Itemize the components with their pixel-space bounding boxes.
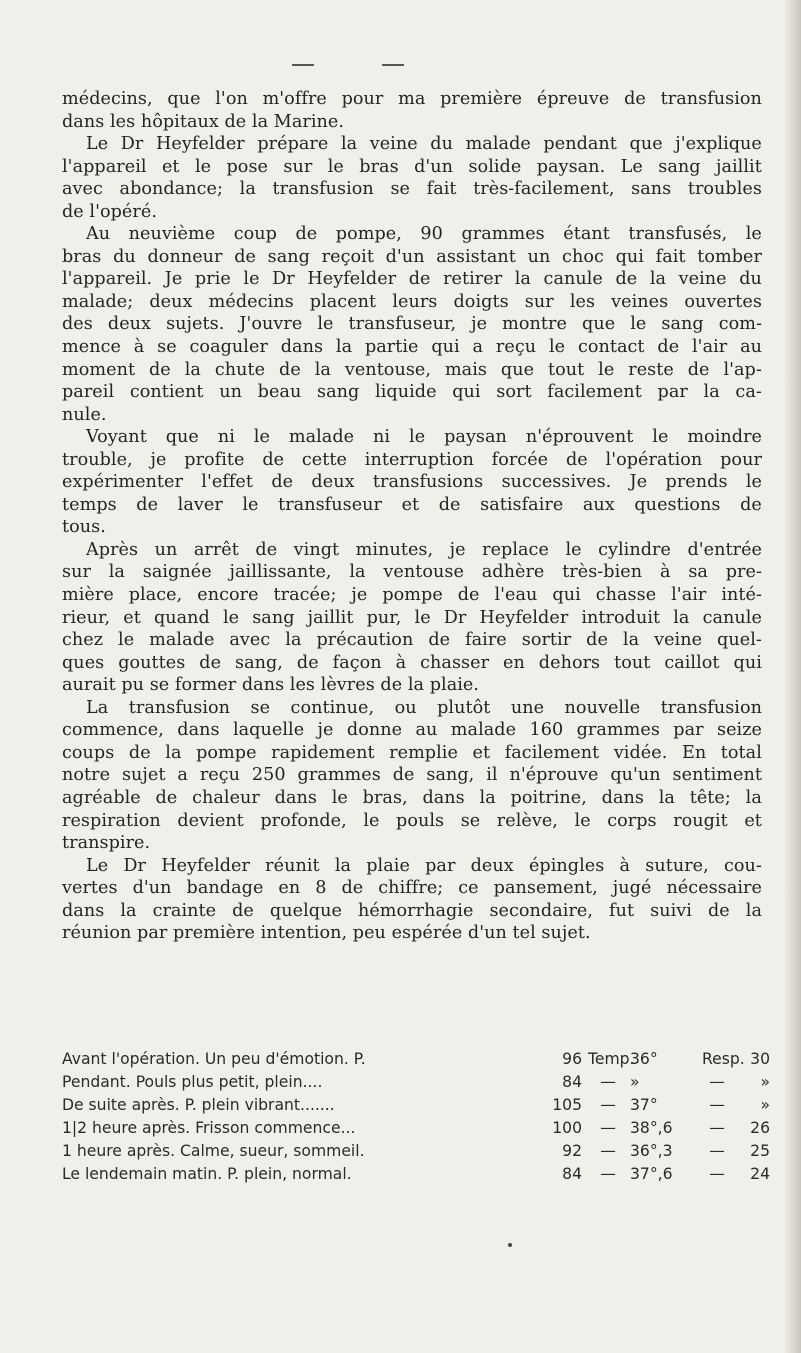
table-row [62, 1163, 770, 1186]
text-line: Le Dr Heyfelder réunit la plaie par deux épingles à suture, cou- [86, 855, 762, 876]
text-line: coups de la pompe rapidement remplie et facilement vidée. En total [62, 742, 762, 763]
ink-speck [508, 1243, 512, 1247]
text-line: moment de la chute de la ventouse, mais que tout le reste de l'ap- [62, 359, 762, 380]
cell-d1: — [600, 1073, 616, 1091]
cell-resp: » [760, 1073, 770, 1091]
cell-d2: — [709, 1096, 725, 1114]
text-line: sur la saignée jaillissante, la ventouse adhère très-bien à sa pre- [62, 562, 762, 583]
cell-d1: — [600, 1119, 616, 1137]
text-line: l'appareil. Je prie le Dr Heyfelder de retirer la canule de la veine du [62, 269, 762, 290]
header-rule-right [382, 64, 404, 66]
text-line: aurait pu se former dans les lèvres de la plaie. [62, 675, 480, 696]
header-rule-left [292, 64, 314, 66]
cell-resp: 25 [750, 1142, 770, 1160]
paragraph [62, 539, 762, 697]
text-line: agréable de chaleur dans le bras, dans la poitrine, dans la tête; la [62, 787, 762, 808]
cell-temp: 38°,6 [630, 1119, 673, 1137]
paragraph [62, 855, 762, 945]
cell-temp: » [630, 1073, 640, 1091]
text-line: La transfusion se continue, ou plutôt une nouvelle transfusion [86, 697, 762, 718]
paragraph [62, 133, 762, 223]
text-line: ques gouttes de sang, de façon à chasser en dehors tout caillot qui [62, 652, 762, 673]
cell-label: 1 heure après. Calme, sueur, sommeil. [62, 1142, 365, 1160]
cell-pulse: 105 [552, 1096, 582, 1114]
cell-label: De suite après. P. plein vibrant....... [62, 1096, 335, 1114]
text-line: de l'opéré. [62, 201, 157, 222]
paragraph [62, 426, 762, 539]
text-line: trouble, je profite de cette interruption forcée de l'opération pour [62, 449, 762, 470]
text-line: avec abondance; la transfusion se fait très-facilement, sans troubles [62, 179, 762, 200]
cell-temp: 36° [630, 1050, 658, 1068]
cell-pulse: 100 [552, 1119, 582, 1137]
cell-d1: — [600, 1165, 616, 1183]
cell-temp: 37° [630, 1096, 658, 1114]
cell-pulse: 92 [562, 1142, 582, 1160]
text-line: l'appareil et le pose sur le bras d'un solide paysan. Le sang jaillit [62, 156, 762, 177]
text-line: dans les hôpitaux de la Marine. [62, 111, 344, 132]
cell-pulse: 96 [562, 1050, 582, 1068]
cell-d1: Temp. [588, 1050, 635, 1068]
cell-d2: — [709, 1073, 725, 1091]
cell-d2: Resp. [702, 1050, 745, 1068]
text-line: mence à se coaguler dans la partie qui a reçu le contact de l'air au [62, 337, 762, 358]
cell-pulse: 84 [562, 1073, 582, 1091]
cell-d2: — [709, 1142, 725, 1160]
text-line: des deux sujets. J'ouvre le transfuseur, je montre que le sang com- [62, 314, 762, 335]
text-line: mière place, encore tracée; je pompe de l'eau qui chasse l'air inté- [62, 585, 762, 606]
text-line: réunion par première intention, peu espérée d'un tel sujet. [62, 923, 591, 944]
vitals-table [62, 1048, 770, 1186]
text-line: rieur, et quand le sang jaillit pur, le Dr Heyfelder introduit la canule [62, 607, 762, 628]
table-row [62, 1094, 770, 1117]
cell-temp: 36°,3 [630, 1142, 673, 1160]
table-row [62, 1048, 770, 1071]
cell-resp: » [760, 1096, 770, 1114]
cell-d2: — [709, 1119, 725, 1137]
text-line: tous. [62, 517, 106, 538]
cell-resp: 26 [750, 1119, 770, 1137]
cell-temp: 37°,6 [630, 1165, 673, 1183]
paragraph [62, 223, 762, 426]
text-line: vertes d'un bandage en 8 de chiffre; ce pansement, jugé nécessaire [62, 878, 762, 899]
text-line: Après un arrêt de vingt minutes, je replace le cylindre d'entrée [86, 539, 762, 560]
cell-label: Pendant. Pouls plus petit, plein.... [62, 1073, 323, 1091]
text-line: temps de laver le transfuseur et de satisfaire aux questions de [62, 494, 762, 515]
text-line: Au neuvième coup de pompe, 90 grammes étant transfusés, le [86, 224, 762, 245]
cell-resp: 30 [750, 1050, 770, 1068]
text-line: pareil contient un beau sang liquide qui sort facilement par la ca- [62, 382, 762, 403]
text-line: bras du donneur de sang reçoit d'un assistant un choc qui fait tomber [62, 246, 762, 267]
text-line: Le Dr Heyfelder prépare la veine du malade pendant que j'explique [86, 134, 762, 155]
table-row [62, 1071, 770, 1094]
text-line: Voyant que ni le malade ni le paysan n'éprouvent le moindre [86, 427, 762, 448]
page-edge-shadow [783, 0, 801, 1353]
text-line: médecins, que l'on m'offre pour ma première épreuve de transfusion [62, 89, 762, 109]
cell-resp: 24 [750, 1165, 770, 1183]
text-line: respiration devient profonde, le pouls se relève, le corps rougit et [62, 810, 762, 831]
paragraph [62, 697, 762, 855]
text-line: commence, dans laquelle je donne au malade 160 grammes par seize [62, 720, 762, 741]
text-line: malade; deux médecins placent leurs doigts sur les veines ouvertes [62, 291, 762, 312]
paragraph [62, 88, 762, 133]
text-line: notre sujet a reçu 250 grammes de sang, il n'éprouve qu'un sentiment [62, 765, 762, 786]
cell-pulse: 84 [562, 1165, 582, 1183]
table-row [62, 1117, 770, 1140]
body-text [62, 88, 762, 945]
text-line: chez le malade avec la précaution de faire sortir de la veine quel- [62, 630, 762, 651]
cell-d1: — [600, 1142, 616, 1160]
cell-d2: — [709, 1165, 725, 1183]
text-line: dans la crainte de quelque hémorrhagie secondaire, fut suivi de la [62, 900, 762, 921]
cell-label: Le lendemain matin. P. plein, normal. [62, 1165, 352, 1183]
cell-d1: — [600, 1096, 616, 1114]
cell-label: Avant l'opération. Un peu d'émotion. P. [62, 1050, 366, 1068]
table-row [62, 1140, 770, 1163]
text-line: expérimenter l'effet de deux transfusions successives. Je prends le [62, 472, 762, 493]
text-line: transpire. [62, 833, 151, 854]
text-line: nule. [62, 404, 107, 425]
cell-label: 1|2 heure après. Frisson commence... [62, 1119, 356, 1137]
